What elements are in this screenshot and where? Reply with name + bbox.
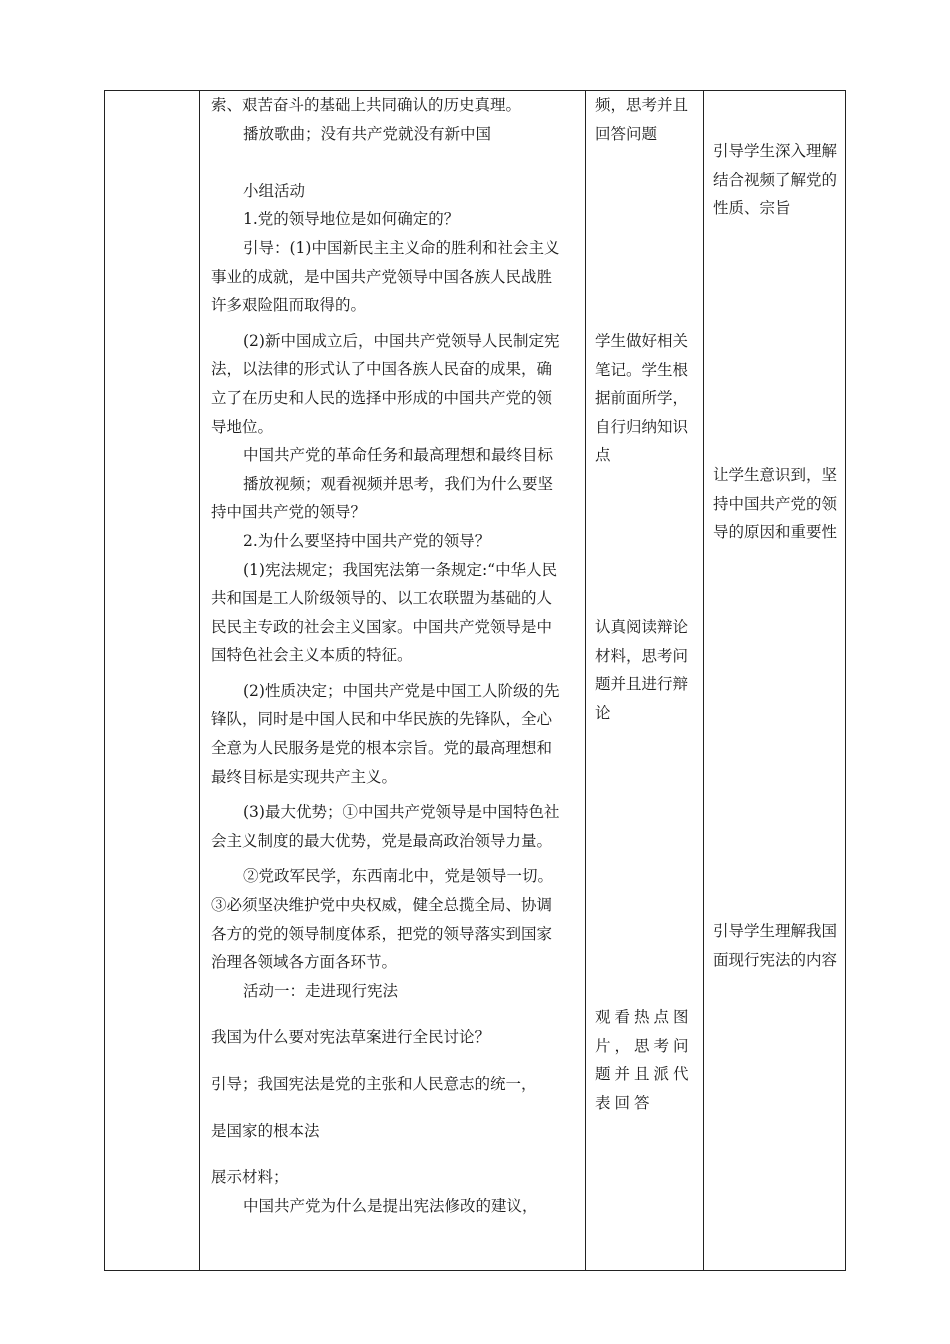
column-divider-3 [703, 91, 704, 1270]
column-divider-2 [585, 91, 586, 1270]
teaching-paragraph: 小组活动 [243, 181, 306, 200]
student-activity-text: 频，思考并且回答问题 [595, 96, 689, 143]
teaching-paragraph: 索、艰苦奋斗的基础上共同确认的历史真理。 [211, 96, 522, 114]
teaching-paragraph: 引导；我国宪法是党的主张和人民意志的统一， [211, 1075, 537, 1093]
teaching-paragraph: 我国为什么要对宪法草案进行全民讨论？ [211, 1028, 491, 1047]
teaching-paragraph: 2.为什么要坚持中国共产党的领导？ [243, 531, 491, 550]
teaching-paragraph: 中国共产党的革命任务和最高理想和最终目标 [243, 446, 554, 465]
lesson-plan-table [104, 90, 846, 1271]
teacher-activity-column [211, 91, 567, 1220]
teaching-paragraph: 播放视频；观看视频并思考，我们为什么要坚持中国共产党的领导？ [211, 474, 554, 522]
blank-line [211, 148, 567, 177]
student-activity-text: 认真阅读辩论材料，思考问题并且进行辩论 [595, 618, 689, 722]
design-intent-text: 引导学生理解我国面现行宪法的内容 [713, 922, 838, 969]
teaching-paragraph: 中国共产党为什么是提出宪法修改的建议， [243, 1196, 538, 1215]
teaching-paragraph: (2)新中国成立后，中国共产党领导人民制定宪法，以法律的形式认了中国各族人民奋的成果，确立了在历史和人民的选择中形成的中国共产党的领导地位。 [211, 331, 560, 436]
teaching-paragraph: 展示材料； [211, 1168, 289, 1187]
teaching-paragraph: 活动一：走进现行宪法 [243, 981, 399, 1000]
teaching-paragraph: 引导：(1)中国新民主主义命的胜利和社会主义事业的成就，是中国共产党领导中国各族人民战胜许多艰险阻而取得的。 [211, 238, 560, 315]
teaching-paragraph: (2)性质决定；中国共产党是中国工人阶级的先锋队，同时是中国人民和中华民族的先锋队，全心全意为人民服务是党的根本宗旨。党的最高理想和最终目标是实现共产主义。 [211, 681, 560, 786]
teaching-paragraph: 播放歌曲；没有共产党就没有新中国 [243, 124, 492, 143]
teaching-paragraph: (3)最大优势；①中国共产党领导是中国特色社会主义制度的最大优势，党是最高政治领导力量。 [211, 803, 560, 850]
teaching-paragraph: (1)宪法规定；我国宪法第一条规定:“中华人民共和国是工人阶级领导的、以工农联盟为基础的人民民主专政的社会主义国家。中国共产党领导是中国特色社会主义本质的特征。 [211, 560, 558, 665]
teaching-paragraph: 是国家的根本法 [211, 1121, 320, 1140]
student-activity-text: 学生做好相关笔记。学生根据前面所学，自行归纳知识点 [595, 332, 689, 465]
teaching-paragraph: 1.党的领导地位是如何确定的？ [243, 210, 460, 229]
design-intent-text: 引导学生深入理解结合视频了解党的性质、宗旨 [713, 142, 838, 218]
teaching-paragraph: ②党政军民学，东西南北中，党是领导一切。③必须坚决维护党中央权威，健全总揽全局、协调各方的党的领导制度体系，把党的领导落实到国家治理各领域各方面各环节。 [211, 867, 554, 972]
design-intent-text: 让学生意识到，坚持中国共产党的领导的原因和重要性 [713, 466, 838, 542]
student-activity-text: 观看热点图片，思考问题并且派代表回答 [595, 1008, 693, 1112]
column-divider-1 [199, 91, 200, 1270]
